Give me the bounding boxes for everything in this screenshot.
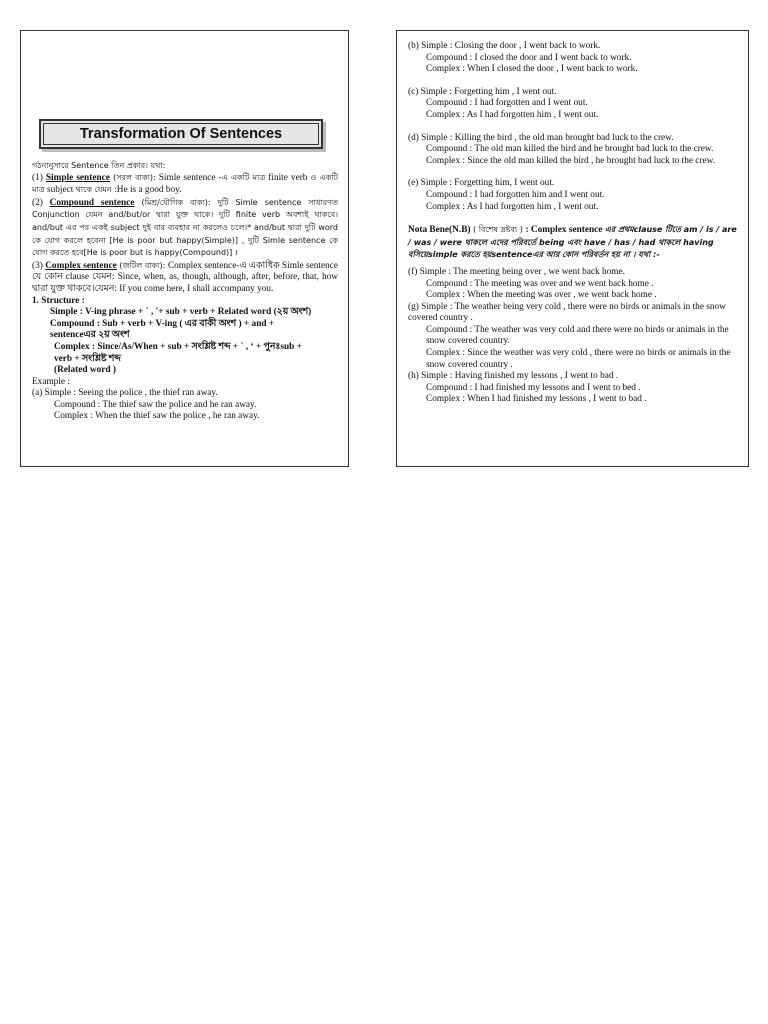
nota-bene-text: এর প্রথমclause টিতে am / is / are / was / were থাকলে এদের পরিবর্তে being এবং have / has / had থাকলে having বসিয়েsimple করতে হয়sentenceএর আর কোন পরিবর্তন হয় না । যথা :- — [408, 225, 737, 260]
example-b-simple: (b) Simple : Closing the door , I went back to work. — [408, 41, 601, 51]
example-e-simple: (e) Simple : Forgetting him, I went out. — [408, 178, 555, 189]
structure-heading: 1. Structure : — [32, 295, 85, 306]
example-c-complex: Complex : As I had forgotten him , I went out. — [426, 109, 599, 120]
example-f-compound: Compound : The meeting was over and we went back home . — [426, 278, 654, 289]
complex-sentence-definition — [32, 260, 338, 296]
s3-term: Complex sentence — [45, 260, 117, 271]
structure-complex: Complex : Since/As/When + sub + সংশ্লিষ্ট শব্দ + ` , ‘ + পুনঃsub + — [54, 341, 302, 352]
example-b-compound: Compound : I closed the door and I went back to work. — [426, 52, 632, 63]
title-box — [39, 119, 323, 149]
structure-complex-cont: verb + সংশ্লিষ্ট শব্দ — [54, 353, 121, 364]
example-d-compound: Compound : The old man killed the bird and he brought bad luck to the crew. — [426, 144, 714, 155]
example-d-simple: (d) Simple : Killing the bird , the old man brought bad luck to the crew. — [408, 132, 674, 143]
example-g-compound: Compound : The weather was very cold and there were no birds or animals in the snow covered country. — [426, 324, 729, 347]
s1-example: He is a good boy. — [116, 185, 182, 196]
left-body — [32, 160, 338, 423]
simple-sentence-definition — [32, 172, 338, 197]
structure-simple: Simple : V-ing phrase + ` , '+ sub + verb + Related word (২য় অংশ) — [50, 307, 312, 318]
s1-bengali-2: এ একটি মাত্র — [221, 172, 266, 182]
compound-sentence-definition — [32, 197, 338, 260]
s2-bengali: (মিশ্র/যৌগিক বাক্য): — [134, 197, 218, 207]
example-a-compound: Compound : The thief saw the police and he ran away. — [54, 399, 257, 410]
example-f-simple: (f) Simple : The meeting being over , we went back home. — [408, 266, 625, 277]
example-c-compound: Compound : I had forgotten and I went out. — [426, 98, 588, 109]
example-b-complex: Complex : When I closed the door , I went back to work. — [426, 64, 638, 75]
s2-term: Compound sentence — [49, 197, 135, 208]
example-g-complex: Complex : Since the weather was very cold , there were no birds or animals in the snow covered country . — [426, 348, 731, 370]
example-h-simple: (h) Simple : Having finished my lessons , I went to bad . — [408, 371, 619, 382]
example-h-compound: Compound : I had finished my lessons and I went to bed . — [426, 382, 641, 393]
example-a-simple: (a) Simple : Seeing the police , the thief ran away. — [32, 388, 218, 399]
s1-text-3: subject — [44, 185, 76, 196]
structure-related-word: (Related word ) — [54, 365, 116, 376]
example-d-complex: Complex : Since the old man killed the bird , he brought bad luck to the crew. — [426, 155, 716, 166]
example-e-complex: Complex : As I had forgotten him , I went out. — [426, 201, 599, 212]
right-page-panel — [396, 30, 749, 467]
intro-text: গঠনানুসারে Sentence তিন প্রকার। যথা: — [32, 161, 166, 170]
page-title: Transformation Of Sentences — [43, 123, 319, 145]
s1-bengali-3: ও একটি মাত্র — [32, 172, 338, 195]
nota-bene-heading: Nota Bene(N.B) — [408, 225, 471, 236]
example-f-complex: Complex : When the meeting was over , we went back home . — [426, 290, 657, 301]
example-a-complex: Complex : When the thief saw the police , he ran away. — [54, 411, 260, 422]
s1-term: Simple sentence — [45, 172, 110, 183]
structure-compound: Compound : Sub + verb + V-ing ( এর বাকী অংশ ) + and + — [50, 318, 275, 329]
nota-bene-term: : Complex sentence — [525, 225, 605, 236]
s3-bengali: (জটিল বাক্য): — [116, 260, 168, 270]
s1-bengali-4: থাকে যেমন : — [75, 185, 117, 195]
s3-text: Complex sentence-এ একাধিক Simle sentence যে কোন clause যেমন: Since, when, as, though, although, after, before, that, how দ্বারা যুক্ত থাকবে।যেমন: If you come here, I shall accompany you. — [32, 260, 338, 294]
example-h-complex: Complex : When I had finished my lessons , I went to bad . — [426, 394, 647, 405]
example-label: Example : — [32, 376, 70, 387]
right-body — [408, 41, 741, 406]
s1-bengali: (সরল বাক্য): — [109, 172, 156, 182]
example-g-simple: (g) Simple : The weather being very cold , there were no birds or animals in the snow covered country . — [408, 301, 726, 324]
s2-number: (2) — [32, 197, 50, 208]
s1-text: Simle sentence - — [155, 172, 222, 183]
example-c-simple: (c) Simple : Forgetting him , I went out. — [408, 86, 557, 97]
s1-number: (1) — [32, 172, 46, 183]
nota-bene-bengali: ( বিশেষ দ্রষ্টব্য ) — [470, 225, 526, 235]
s1-text-2: finite verb — [265, 172, 311, 183]
example-e-compound: Compound : I had forgotten him and I went out. — [426, 189, 605, 200]
nota-bene-note — [408, 224, 741, 262]
structure-compound-cont: sentenceএর ২য় অংশ — [50, 330, 130, 341]
left-page-panel — [20, 30, 349, 467]
s3-number: (3) — [32, 260, 46, 271]
s2-text: দুটি Simle sentence সাধারণত Conjunction যেমন and/but/or দ্বারা যুক্ত থাকে। দুটি finite verb অবশ্যই থাকবে। and/but এর পর একই subject দুই বার ব্যবহার না করলেও চলে।* and/but দ্বারা দুটি word কে যোগ করলে হবেনা [He is poor but happy(Simple)] , দুটি Simle sentence কে যোগ করতে হবে[He is poor but is happy(Compound)] । — [32, 197, 338, 258]
